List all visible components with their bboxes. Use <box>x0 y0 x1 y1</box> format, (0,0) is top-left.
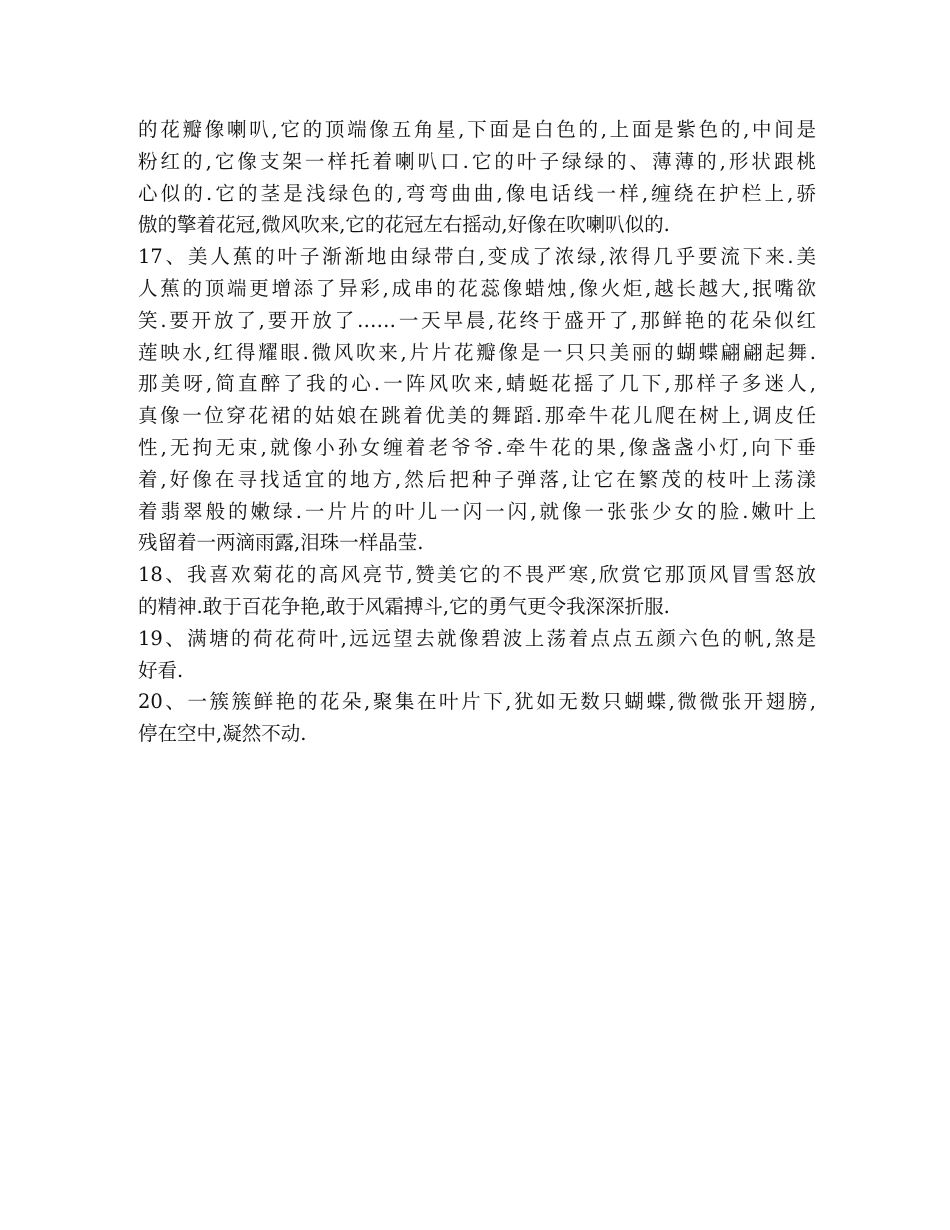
text-line: 的花瓣像喇叭,它的顶端像五角星,下面是白色的,上面是紫色的,中间是 <box>138 118 816 141</box>
text-line: 人蕉的顶端更增添了异彩,成串的花蕊像蜡烛,像火炬,越长越大,抿嘴欲 <box>138 276 816 300</box>
text-line: 着翡翠般的嫩绿.一片片的叶儿一闪一闪,就像一张张少女的脸.嫩叶上 <box>138 499 816 523</box>
text-line: 莲映水,红得耀眼.微风吹来,片片花瓣像是一只只美丽的蝴蝶翩翩起舞. <box>138 340 816 364</box>
text-line: 真像一位穿花裙的姑娘在跳着优美的舞蹈.那牵牛花儿爬在树上,调皮任 <box>138 404 816 428</box>
text-line: 粉红的,它像支架一样托着喇叭口.它的叶子绿绿的、薄薄的,形状跟桃 <box>138 149 816 173</box>
text-line: 笑.要开放了,要开放了……一天早晨,花终于盛开了,那鲜艳的花朵似红 <box>138 308 816 332</box>
text-line: 的精神.敢于百花争艳,敢于风霜搏斗,它的勇气更令我深深折服. <box>138 594 670 618</box>
text-line: 心似的.它的茎是浅绿色的,弯弯曲曲,像电话线一样,缠绕在护栏上,骄 <box>138 181 816 205</box>
text-line: 残留着一两滴雨露,泪珠一样晶莹. <box>138 531 424 555</box>
text-line: 好看. <box>138 658 184 682</box>
text-line: 那美呀,简直醉了我的心.一阵风吹来,蜻蜓花摇了几下,那样子多迷人, <box>138 372 816 396</box>
text-line: 18、我喜欢菊花的高风亮节,赞美它的不畏严寒,欣赏它那顶风冒雪怒放 <box>138 563 816 587</box>
text-line: 17、美人蕉的叶子渐渐地由绿带白,变成了浓绿,浓得几乎要流下来.美 <box>138 245 816 269</box>
text-line: 着,好像在寻找适宜的地方,然后把种子弹落,让它在繁茂的枝叶上荡漾 <box>138 467 816 491</box>
text-line: 20、一簇簇鲜艳的花朵,聚集在叶片下,犹如无数只蝴蝶,微微张开翅膀, <box>138 690 816 714</box>
text-line: 停在空中,凝然不动. <box>138 722 307 746</box>
text-line: 性,无拘无束,就像小孙女缠着老爷爷.牵牛花的果,像盏盏小灯,向下垂 <box>138 435 816 459</box>
text-line: 19、满塘的荷花荷叶,远远望去就像碧波上荡着点点五颜六色的帆,煞是 <box>138 626 816 650</box>
document-body <box>138 114 816 750</box>
text-line: 傲的擎着花冠,微风吹来,它的花冠左右摇动,好像在吹喇叭似的. <box>138 213 670 237</box>
